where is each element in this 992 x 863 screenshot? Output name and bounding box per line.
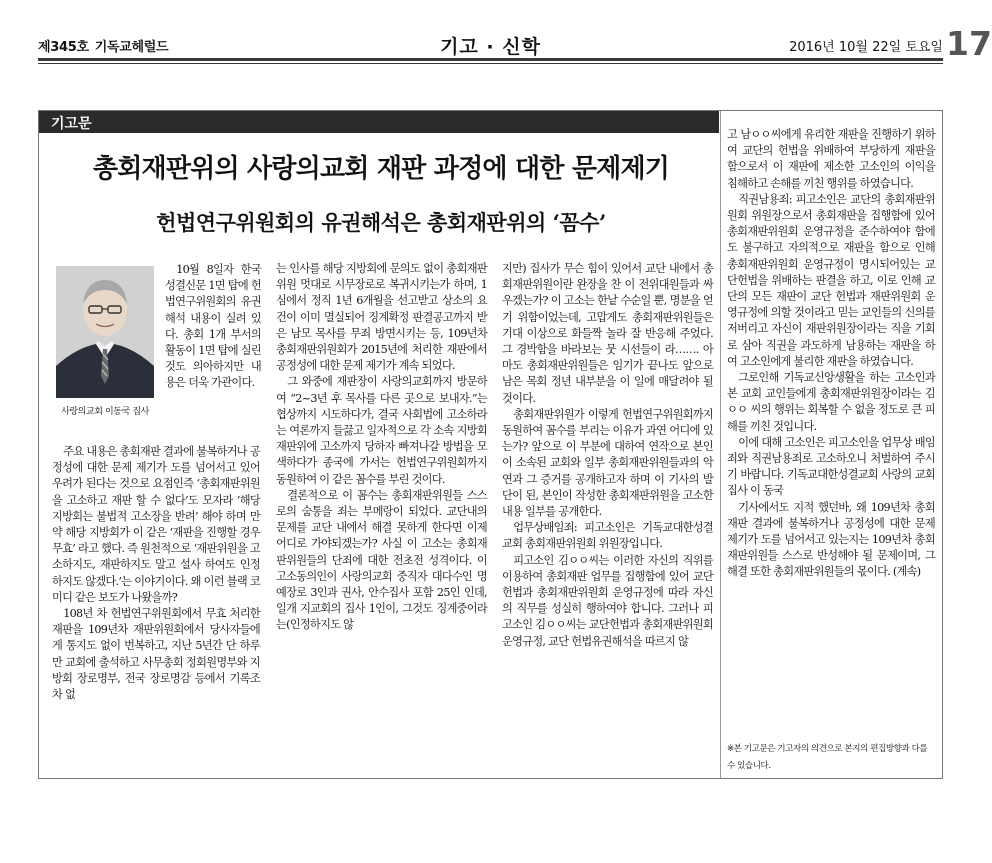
column-divider <box>720 111 721 778</box>
paragraph: 직권남용죄: 피고소인은 교단의 총회재판위원회 위원장으로서 총회재판을 집행함에 있어 총회재판위원회 운영규정을 준수하여야 함에도 불구하고 자의적으로 재판을 함으로 인해 총회재판위원회 운영규정이 명시되어있는 교단헌법을 위배하는 판결을 하고, 이로 인해 교단의 모든 재판이 교단 헌법과 재판위원회 운영규정에 의할 것이라고 믿는 교인들의 신의를 저버리고 자신이 재판위원장이라는 직을 기회로 삼아 직권을 과도하게 남용하는 재판을 하여 고소인에게 불리한 재판을 하였습니다. <box>727 192 935 368</box>
article-column-1-top <box>165 262 261 392</box>
paragraph: 108년 차 헌법연구위원회에서 무효 처리한 재판을 109년차 재판위원회에서 당사자들에게 통지도 없이 번복하고, 지난 5년간 단 하루만 교회에 출석하고 사무총회 정회원명부와 지방회 장로명부, 전국 장로명감 등에서 기록조차 없 <box>52 607 260 702</box>
paragraph: 그로인해 기독교신앙생활을 하는 고소인과 본 교회 교인들에게 총회재판위원장이라는 김ㅇㅇ 씨의 행위는 회복할 수 없을 정도로 큰 피해를 끼친 것입니다. <box>727 371 935 433</box>
section-label-bar <box>39 111 719 133</box>
editorial-footnote: ※본 기고문은 기고자의 의견으로 본지의 편집방향과 다를 수 있습니다. <box>727 744 928 771</box>
paragraph: 총회재판위원가 이렇게 헌법연구위원회까지 동원하여 꼼수를 부리는 이유가 과연 어디에 있는가? 앞으로 이 부분에 대하여 연작으로 본인이 소속된 교회와 일부 총회재판위원들과의 악연과 그 증거를 공개하고자 하며 이 기사의 발단이 된, 본인이 작성한 총회재판위원을 고소한 내용 일부를 공개한다. <box>502 407 713 519</box>
issue-date: 2016년 10월 22일 토요일 <box>789 40 943 55</box>
masthead-rule <box>38 58 943 61</box>
paragraph: 10월 8일자 한국성결신문 1면 탑에 헌법연구위원회의 유권해석 내용이 실려 있다. 총회 1개 부서의 활동이 1면 탑에 실린 것도 의아하지만 내용은 더욱 가관이다. <box>165 263 261 390</box>
article-column-4 <box>727 127 935 581</box>
paragraph: 지만) 집사가 무슨 힘이 있어서 교단 내에서 총회재판위원이란 완장을 찬 이 전위대원들과 싸우겠는가? 이 고소는 한낱 수순일 뿐, 명분을 얻기 위함이었는데, 고맙게도 총회재판위원들은 기대 이상으로 화들짝 놀라 잘 반응해 주었다. 그 경박함을 바라보는 뭇 시선들이 라……. 아마도 총회재판위원들은 임기가 끝나도 앞으로 남은 목회 정년 내부분을 이 일에 매달려야 될 것이다. <box>502 262 713 405</box>
paragraph: 는 인사를 해당 지방회에 문의도 없이 총회재판위원 멋대로 시무장로로 복귀시키는가 하며, 1심에서 정직 1년 6개월을 선고받고 상소의 요건이 이미 멸실되어 징계확정 판결공고까지 받은 남모 목사를 무죄 방면시키는 등, 109년차 총회재판위원회가 2015년에 처리한 재판에서 공정성에 대한 문제 제기가 계속 되었다. <box>276 262 487 373</box>
paragraph: 이에 대해 고소인은 피고소인을 업무상 배임죄와 직권남용죄로 고소하오니 처벌하여 주시기 바랍니다. 기독교대한성결교회 사랑의 교회 집사 이 동국 <box>727 435 935 498</box>
paragraph: 그 와중에 재판장이 사랑의교회까지 방문하여 “2~3년 후 목사를 다른 곳으로 보내자.”는 협상까지 시도하다가, 결국 사회법에 고소하라는 여론까지 들끓고 일자적으로 각 소속 지방회재판위에 고소까지 당하자 빠져나갈 방법을 모색하다가 종국에 가서는 헌법연구위원회까지 동원하여 이 같은 꼼수를 부린 것이다. <box>276 375 487 486</box>
article-column-3 <box>502 261 713 650</box>
issue-number: 제345호 <box>38 40 89 55</box>
paragraph: 피고소인 김ㅇㅇ씨는 이러한 자신의 직위를 이용하여 총회재판 업무를 집행함에 있어 교단헌법과 총회재판위원회 운영규정에 따라 자신의 직무를 성실히 행하여야 합니다. 그러나 피고소인 김ㅇㅇ씨는 교단헌법과 총회재판위원회 운영규정, 교단 헌법유권해석을 따르지 않 <box>502 553 713 648</box>
paragraph: 업무상배임죄: 피고소인은 기독교대한성결교회 총회재판위원회 위원장입니다. <box>502 521 713 551</box>
paper-name: 기독교헤럴드 <box>94 40 169 55</box>
section-label: 기고문 <box>51 116 92 132</box>
paragraph: 고 남ㅇㅇ씨에게 유리한 재판을 진행하기 위하여 교단의 헌법을 위배하여 부당하게 재판을 함으로서 이 재판에 제소한 고소인의 이익을 침해하고 손해를 끼친 행위를 하였습니다. <box>727 128 935 190</box>
author-photo <box>56 266 154 398</box>
page-number: 17 <box>946 24 992 63</box>
subheadline: 헌법연구위원회의 유권해석은 총회재판위의 ‘꼼수’ <box>156 210 606 235</box>
paragraph: 기사에서도 지적 했던바, 왜 109년차 총회재판 결과에 불복하거나 공정성에 대한 문제 제기가 도를 넘어서고 있는지는 109년차 총회재판위원들 스스로 반성해야 될 문제이며, 그 해결 또한 총회재판위원들의 몫이다. (계속) <box>727 500 935 579</box>
article-column-1 <box>52 444 260 703</box>
masthead-rule-thin <box>38 63 943 64</box>
paragraph: 주요 내용은 총회재판 결과에 불복하거나 공정성에 대한 문제 제기가 도를 넘어서고 있어 우려가 된다는 것으로 요점인즉 ‘총회재판위원을 고소하고 재판 할 수 없다’도 모자라 ‘해당 지방회는 불법적 고소장을 반려’ 해야 하며 만약 해당 지방회가 이 같은 ‘재판을 진행할 경우 무효’ 라고 했다. 즉 원천적으로 ‘재판위원을 고소하지도, 재판하지도 말고 설사 하여도 인정하지도 않겠다.’는 이야기이다. 왜 이런 블랙 코미디 같은 보도가 나왔을까? <box>52 445 260 604</box>
paragraph: 결론적으로 이 꼼수는 총회재판위원들 스스로의 숨통을 죄는 부메랑이 되었다. 교단내의 문제를 교단 내에서 해결 못하게 한다면 이제 어디로 가야되겠는가? 사실 이 고소는 총회재판위원들의 단죄에 대한 전초전 성격이다. 이 고소동의인이 사랑의교회 중직자 대다수인 명예장로 3인과 권사, 안수집사 포함 25인 인데, 일개 지교회의 집사 1인이, 그것도 징계중이라는(인정하지도 않 <box>276 488 487 632</box>
section-title: 기고 · 신학 <box>440 36 541 58</box>
photo-caption: 사랑의교회 이동국 집사 <box>61 407 149 417</box>
article-column-2 <box>276 261 487 634</box>
headline: 총회재판위의 사랑의교회 재판 과정에 대한 문제제기 <box>92 154 670 184</box>
